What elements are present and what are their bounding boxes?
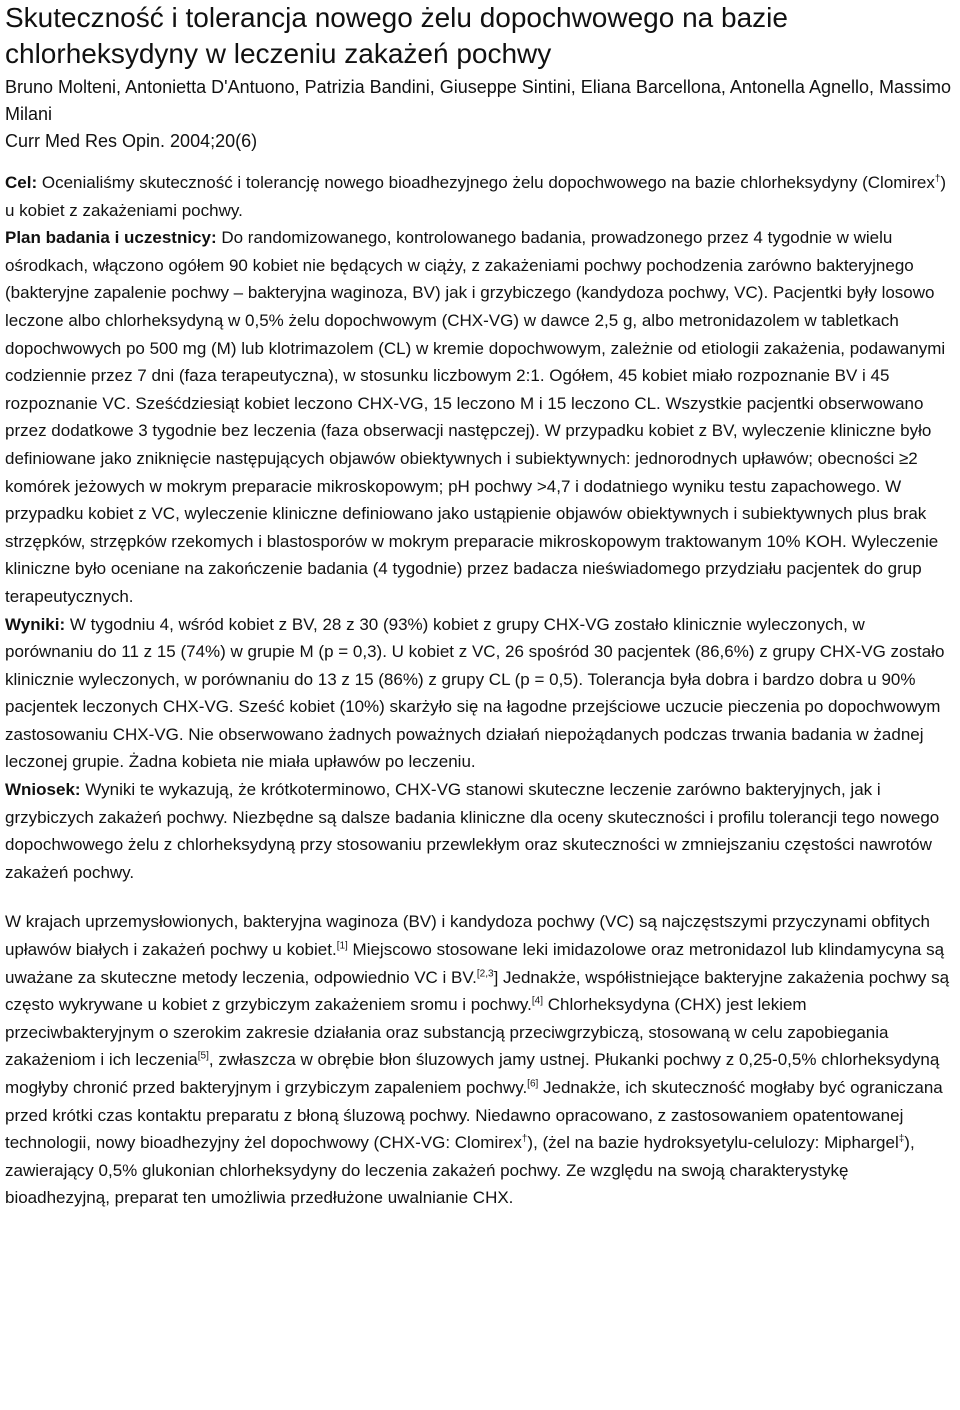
abstract-objective (5, 169, 954, 224)
ref-6: [6] (527, 1078, 539, 1090)
author-list: Bruno Molteni, Antonietta D'Antuono, Patrizia Bandini, Giuseppe Sintini, Eliana Barcellona, Antonella Agnello, Massimo Milani (5, 77, 952, 124)
intro-text-1: W krajach uprzemysłowionych, bakteryjna waginoza (BV) i kandydoza pochwy (VC) są najczęstszymi przyczynami obfitych upławów białych i zakażeń pochwy u kobiet. (5, 912, 930, 960)
abstract (5, 169, 954, 886)
ref-4: [4] (531, 995, 543, 1007)
objective-text-b: ) u kobiet z zakażeniami pochwy. (5, 173, 947, 220)
double-dagger-mark: ‡ (898, 1133, 905, 1145)
results-text: W tygodniu 4, wśród kobiet z BV, 28 z 30 (93%) kobiet z grupy CHX-VG zostało klinicznie wyleczonych, w porównaniu do 11 z 15 (74%) w grupie M (p = 0,3). U kobiet z VC, 26 spośród 30 pacjentek (86,6%) z grupy CHX-VG zostało klinicznie wyleczonych, w porównaniu do 13 z 15 (86%) z grupy CL (p = 0,5). Tolerancja była dobra i bardzo dobra u 90% pacjentek leczonych CHX-VG. Sześć kobiet (10%) skarżyło się na łagodne przejściowe uczucie pieczenia po dopochwowym zastosowaniu CHX-VG. Nie obserwowano żadnych poważnych działań niepożądanych podczas trwania badania w żadnej leczonej grupie. Żadna kobieta nie miała upławów po leczeniu. (5, 614, 945, 772)
intro-text-6: Jednakże, ich skuteczność mogłaby być ograniczana przed krótki czas kontaktu preparatu z błoną śluzową pochwy. Niedawno opracowano, z zastosowaniem opatentowanej technologii, nowy bioadhezyjny żel dopochwowy (CHX-VG: Clomirex (5, 1078, 943, 1153)
conclusion-text: Wyniki te wykazują, że krótkoterminowo, CHX-VG stanowi skuteczne leczenie zarówno bakteryjnych, jak i grzybiczych zakażeń pochwy. Niezbędne są dalsze badania kliniczne dla oceny skuteczności i profilu tolerancji tego nowego dopochwowego żelu z chlorheksydyną przy stosowaniu przewlekłym oraz skuteczności w zmniejszaniu częstości nawrotów zakażeń pochwy. (5, 780, 940, 882)
intro-text-7: ), (żel na bazie hydroksyetylu-celulozy: Miphargel (527, 1133, 899, 1153)
results-label: Wyniki: (5, 614, 66, 634)
dagger-mark: † (934, 173, 941, 185)
objective-text-a: Ocenialiśmy skuteczność i tolerancję nowego bioadhezyjnego żelu dopochwowego na bazie chlorheksydyny (Clomirex (37, 173, 935, 192)
intro-text-4: Chlorheksydyna (CHX) jest lekiem przeciwbakteryjnym o szerokim zakresie działania oraz substancją przeciwgrzybiczą, stosowaną w celu zapobiegania zakażeniom i ich leczenia (5, 995, 889, 1070)
dagger-mark: † (521, 1133, 528, 1145)
intro-text-5: , zwłaszcza w obrębie błon śluzowych jamy ustnej. Płukanki pochwy z 0,25-0,5% chlorheksydyną mogłyby chronić przed bakteryjnym i grzybiczym zapaleniem pochwy. (5, 1050, 940, 1097)
conclusion-label: Wniosek: (5, 780, 81, 800)
journal-citation: Curr Med Res Opin. 2004;20(6) (5, 131, 258, 151)
introduction (5, 908, 954, 1212)
article-title: Skuteczność i tolerancja nowego żelu dopochwowego na bazie chlorheksydyny w leczeniu zakażeń pochwy (5, 2, 788, 69)
intro-text-3: ] Jednakże, współistniejące bakteryjne zakażenia pochwy są często wykrywane u kobiet z grzybiczym zakażeniem sromu i pochwy. (5, 967, 950, 1015)
abstract-design (5, 224, 954, 610)
intro-text-8: ), zawierający 0,5% glukonian chlorheksydyny do leczenia zakażeń pochwy. Ze względu na swoją charakterystykę bioadhezyjną, preparat ten umożliwia przedłużone uwalnianie CHX. (5, 1133, 915, 1208)
objective-label: Cel: (5, 173, 38, 192)
introduction-paragraph (5, 908, 954, 1212)
abstract-results (5, 611, 954, 777)
design-label: Plan badania i uczestnicy: (5, 228, 217, 248)
abstract-conclusion (5, 776, 954, 886)
ref-1: [1] (336, 940, 348, 952)
design-text: Do randomizowanego, kontrolowanego badania, prowadzonego przez 4 tygodnie w wielu ośrodkach, włączono ogółem 90 kobiet nie będących w ciąży, z zakażeniami pochwy pochodzenia zarówno bakteryjnego (bakteryjne zapalenie pochwy – bakteryjna waginoza, BV) jak i grzybiczego (kandydoza pochwy, VC). Pacjentki były losowo leczone albo chlorheksydyną w 0,5% żelu dopochwowym (CHX-VG) w dawce 2,5 g, albo metronidazolem w tabletkach dopochwowych po 500 mg (M) lub klotrimazolem (CL) w kremie dopochwowym, zależnie od etiologii zakażenia, podawanymi codziennie przez 7 dni (faza terapeutyczna), w stosunku liczbowym 2:1. Ogółem, 45 kobiet miało rozpoznanie BV i 45 rozpoznanie VC. Sześćdziesiąt kobiet leczono CHX-VG, 15 leczono M i 15 leczono CL. Wszystkie pacjentki obserwowano przez dodatkowe 3 tygodnie bez leczenia (faza obserwacji następczej). W przypadku kobiet z BV, wyleczenie kliniczne było definiowane jako zniknięcie następujących objawów obiektywnych i subiektywnych: jednorodnych upławów; obecności ≥2 komórek jeżowych w mokrym preparacie mikroskopowym; pH pochwy >4,7 i dodatniego wyniku testu zapachowego. W przypadku kobiet z VC, wyleczenie kliniczne definiowano jako ustąpienie objawów obiektywnych i subiektywnych plus brak strzępków, strzępków rzekomych i blastosporów w mokrym preparacie mikroskopowym traktowanym 10% KOH. Wyleczenie kliniczne było oceniane na zakończenie badania (4 tygodnie) przez badacza nieświadomego przydziału pacjentek do grup terapeutycznych. (5, 228, 946, 606)
ref-5: [5] (197, 1050, 209, 1062)
intro-text-2: Miejscowo stosowane leki imidazolowe oraz metronidazol lub klindamycyna są uważane za skuteczne metody leczenia, odpowiednio VC i BV. (5, 940, 945, 987)
ref-2-3: [2,3 (476, 967, 494, 979)
